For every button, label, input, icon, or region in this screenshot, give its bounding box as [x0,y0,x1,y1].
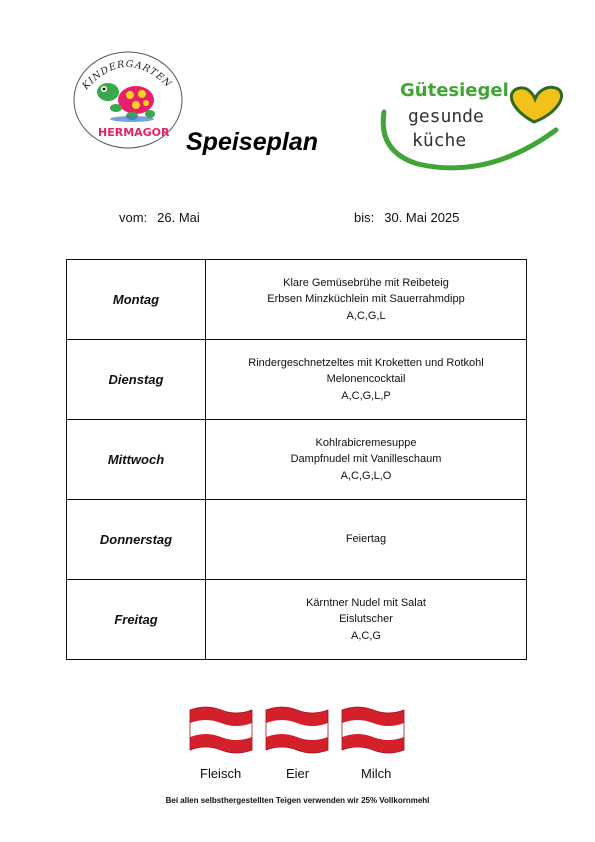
allergen-codes: A,C,G,L [346,309,386,322]
austria-flag-icon [340,704,406,756]
menu-row-montag [67,260,527,340]
svg-text:HERMAGOR: HERMAGOR [98,126,170,139]
legend-fleisch: Fleisch [200,766,242,781]
legend-milch: Milch [361,766,392,781]
dish-line: Kohlrabicremesuppe [315,436,417,449]
day-label: Dienstag [67,340,206,420]
dish-line: Melonencocktail [326,373,406,386]
menu-row-freitag [67,580,527,660]
allergen-codes: A,C,G,L,O [340,469,392,482]
dish-line: Eislutscher [339,613,393,626]
menu-row-dienstag [67,340,527,420]
svg-text:gesunde: gesunde [408,106,484,127]
allergen-codes: A,C,G [351,629,381,642]
day-label: Freitag [67,580,206,660]
dish-cell [206,340,527,420]
dish-line: Dampfnudel mit Vanilleschaum [290,453,442,466]
dish-cell [206,420,527,500]
allergen-codes: A,C,G,L,P [341,389,391,402]
svg-text:Gütesiegel: Gütesiegel [400,80,509,101]
menu-table [66,259,527,660]
day-label: Mittwoch [67,420,206,500]
date-from-value: 26. Mai [157,210,200,225]
menu-row-donnerstag [67,500,527,580]
dish-line: Rindergeschnetzeltes mit Kroketten und Rotkohl [248,356,484,369]
date-to [354,210,459,225]
menu-row-mittwoch [67,420,527,500]
day-label: Donnerstag [67,500,206,580]
dish-cell [206,500,527,580]
dish-cell [206,580,527,660]
dish-line: Feiertag [345,533,387,546]
legend-eier: Eier [286,766,310,781]
date-from-label: vom: [119,210,148,225]
svg-text:KINDERGARTEN: KINDERGARTEN [80,58,174,92]
page-title: Speiseplan [186,128,318,156]
date-to-value: 30. Mai 2025 [384,210,460,225]
footer-note: Bei allen selbsthergestellten Teigen verwenden wir 25% Vollkornmehl [165,796,430,805]
dish-line: Kärntner Nudel mit Salat [306,596,426,609]
dish-line: Klare Gemüsebrühe mit Reibeteig [283,276,449,289]
dish-line: Erbsen Minzküchlein mit Sauerrahmdipp [267,293,465,306]
austria-flag-icon [264,704,330,756]
dish-cell [206,260,527,340]
kindergarten-hermagor-logo [72,50,184,150]
svg-text:küche: küche [412,130,467,151]
austria-flag-icon [188,704,254,756]
date-to-label: bis: [354,210,375,225]
guetesiegel-gesunde-kueche-logo [378,72,578,172]
day-label: Montag [67,260,206,340]
date-from [119,210,200,225]
